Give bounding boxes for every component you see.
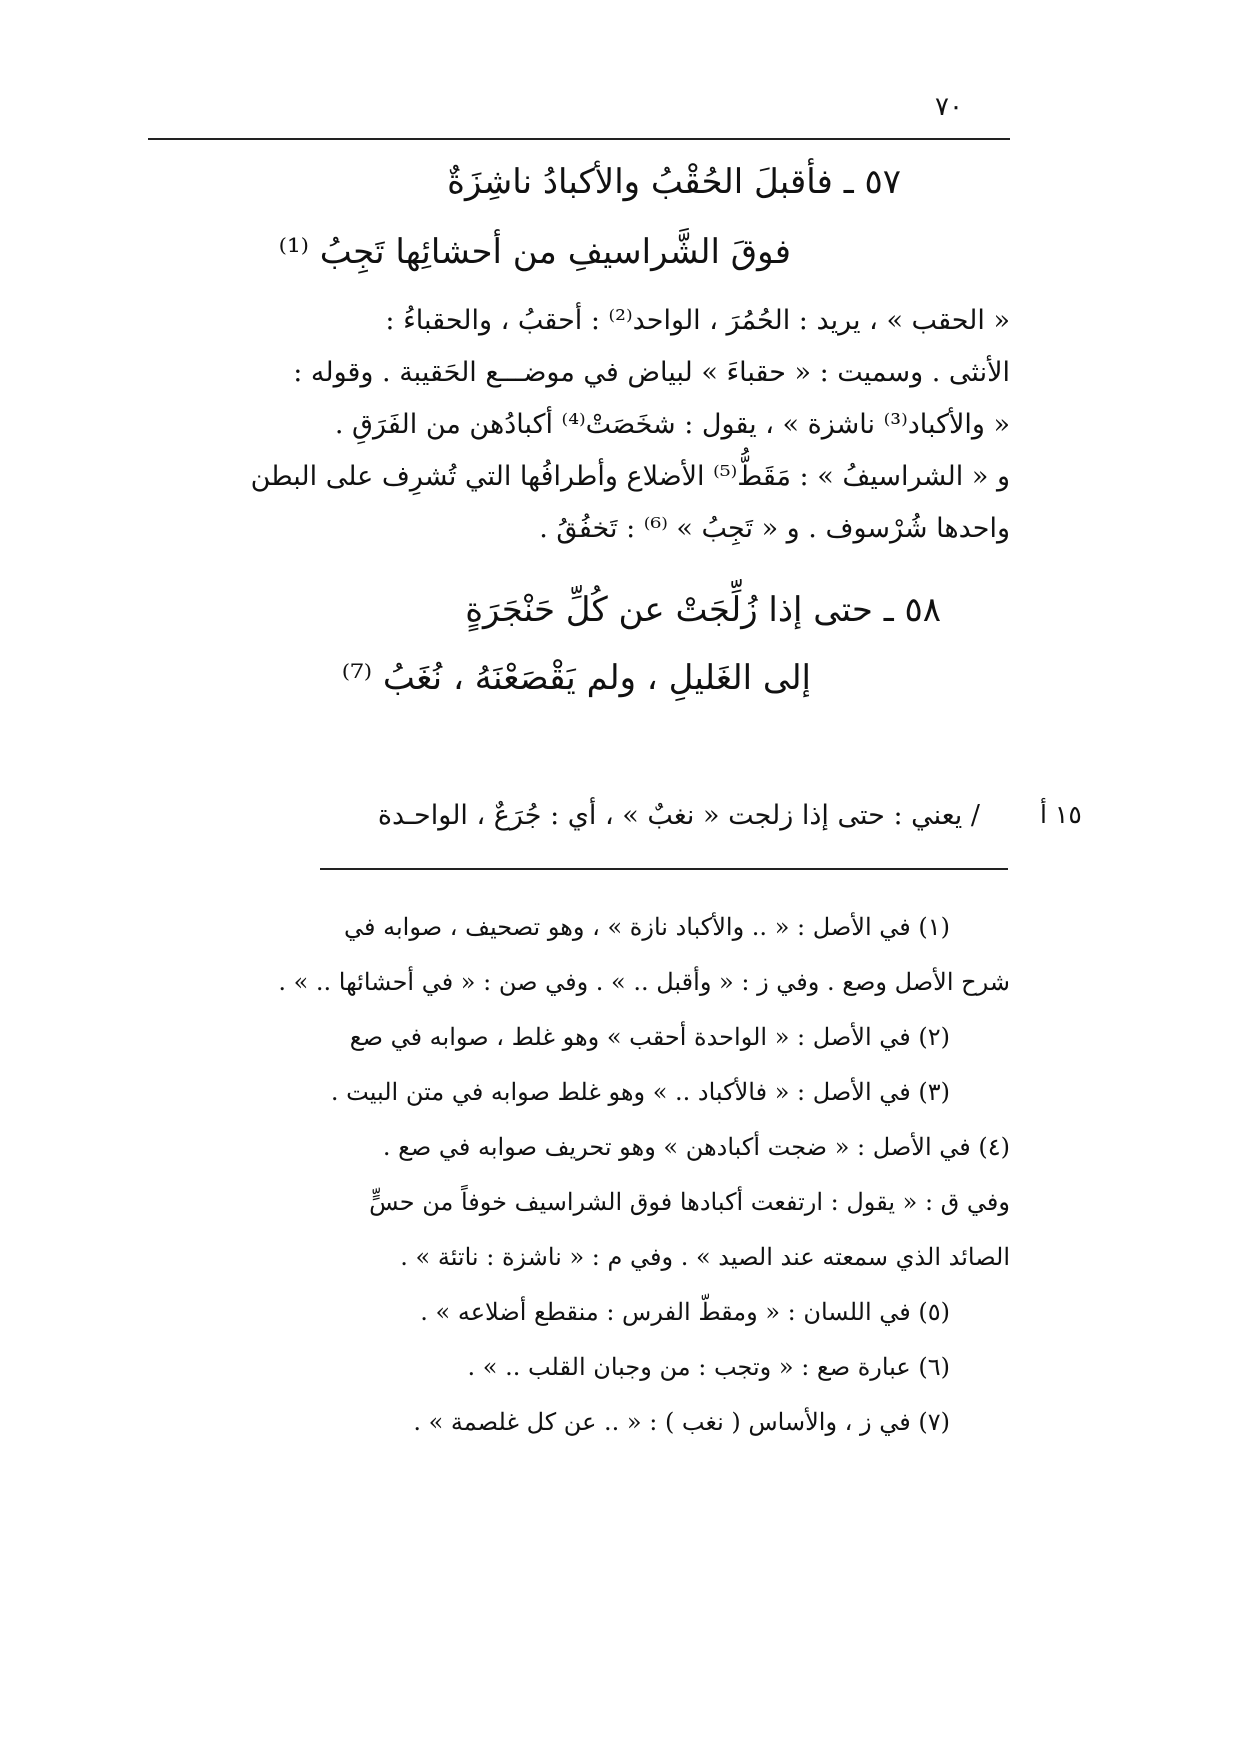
footnote-line: (٤) في الأصل : « ضجت أكبادهن » وهو تحريف صوابه في صع . xyxy=(382,1133,1010,1161)
commentary-line: الأنثى . وسميت : « حقباءَ » لبياض في موضـــع الحَقيبة . وقوله : xyxy=(293,357,1010,388)
footnote-line: (٣) في الأصل : « فالأكباد .. » وهو غلط صوابه في متن البيت . xyxy=(330,1078,950,1106)
footnote-5 xyxy=(150,1285,1010,1340)
commentary-line: واحدها شُرْسوف . و « تَجِبُ » ⁽⁶⁾ : تَخفُقُ . xyxy=(539,513,1010,544)
commentary-line: « والأكباد⁽³⁾ ناشزة » ، يقول : شخَصَتْ⁽⁴⁾ أكبادُهن من الفَرَقِ . xyxy=(334,409,1010,440)
verse-57-hemistich-1: ٥٧ ـ فأقبلَ الحُقْبُ والأكبادُ ناشِزَةٌ xyxy=(447,162,901,202)
footnote-line: وفي ق : « يقول : ارتفعت أكبادها فوق الشراسيف خوفاً من حسٍّ xyxy=(369,1188,1010,1216)
footnotes xyxy=(150,900,1010,1450)
commentary-line: و « الشراسيفُ » : مَقَطُّ⁽⁵⁾ الأضلاع وأطرافُها التي تُشرِف على البطن xyxy=(250,461,1010,492)
page-number: ٧٠ xyxy=(935,92,963,122)
footnote-line: الصائد الذي سمعته عند الصيد » . وفي م : « ناشزة : ناتئة » . xyxy=(400,1243,1010,1271)
footnote-line: (٢) في الأصل : « الواحدة أحقب » وهو غلط ، صوابه في صع xyxy=(349,1023,950,1051)
footnote-line: (٦) عبارة صع : « وتجب : من وجبان القلب .. » . xyxy=(467,1353,950,1381)
commentary-57 xyxy=(150,295,1010,555)
commentary-line: « الحقب » ، يريد : الحُمُرَ ، الواحد⁽²⁾ : أحقبُ ، والحقباءُ : xyxy=(385,305,1010,336)
manuscript-folio-marker: ١٥ أ xyxy=(1040,800,1082,829)
footnote-line: (٥) في اللسان : « ومقطّ الفرس : منقطع أضلاعه » . xyxy=(420,1298,950,1326)
footnote-4 xyxy=(150,1120,1010,1285)
footnote-6 xyxy=(150,1340,1010,1395)
footnote-1 xyxy=(150,900,1010,1010)
footnote-line: (٧) في ز ، والأساس ( نغب ) : « .. عن كل غلصمة » . xyxy=(413,1408,950,1436)
verse-58-hemistich-2: إلى الغَليلِ ، ولم يَقْصَعْنَهُ ، نُغَبُ ⁽⁷⁾ xyxy=(341,658,811,698)
footnote-divider xyxy=(320,868,1008,870)
footnote-line: شرح الأصل وصع . وفي ز : « وأقبل .. » . وفي صن : « في أحشائها .. » . xyxy=(278,968,1010,996)
verse-58-hemistich-1: ٥٨ ـ حتى إذا زُلِّجَتْ عن كُلِّ حَنْجَرَةٍ xyxy=(465,590,941,630)
footnote-line: (١) في الأصل : « .. والأكباد نازة » ، وهو تصحيف ، صوابه في xyxy=(344,913,950,941)
header-divider xyxy=(148,138,1010,140)
footnote-3 xyxy=(150,1065,1010,1120)
verse-57-hemistich-2: فوقَ الشَّراسيفِ من أحشائِها تَجِبُ ⁽¹⁾ xyxy=(278,232,791,272)
footnote-2 xyxy=(150,1010,1010,1065)
footnote-7 xyxy=(150,1395,1010,1450)
commentary-58-line: / يعني : حتى إذا زلجت « نغبٌ » ، أي : جُرَعٌ ، الواحـدة xyxy=(377,800,980,831)
